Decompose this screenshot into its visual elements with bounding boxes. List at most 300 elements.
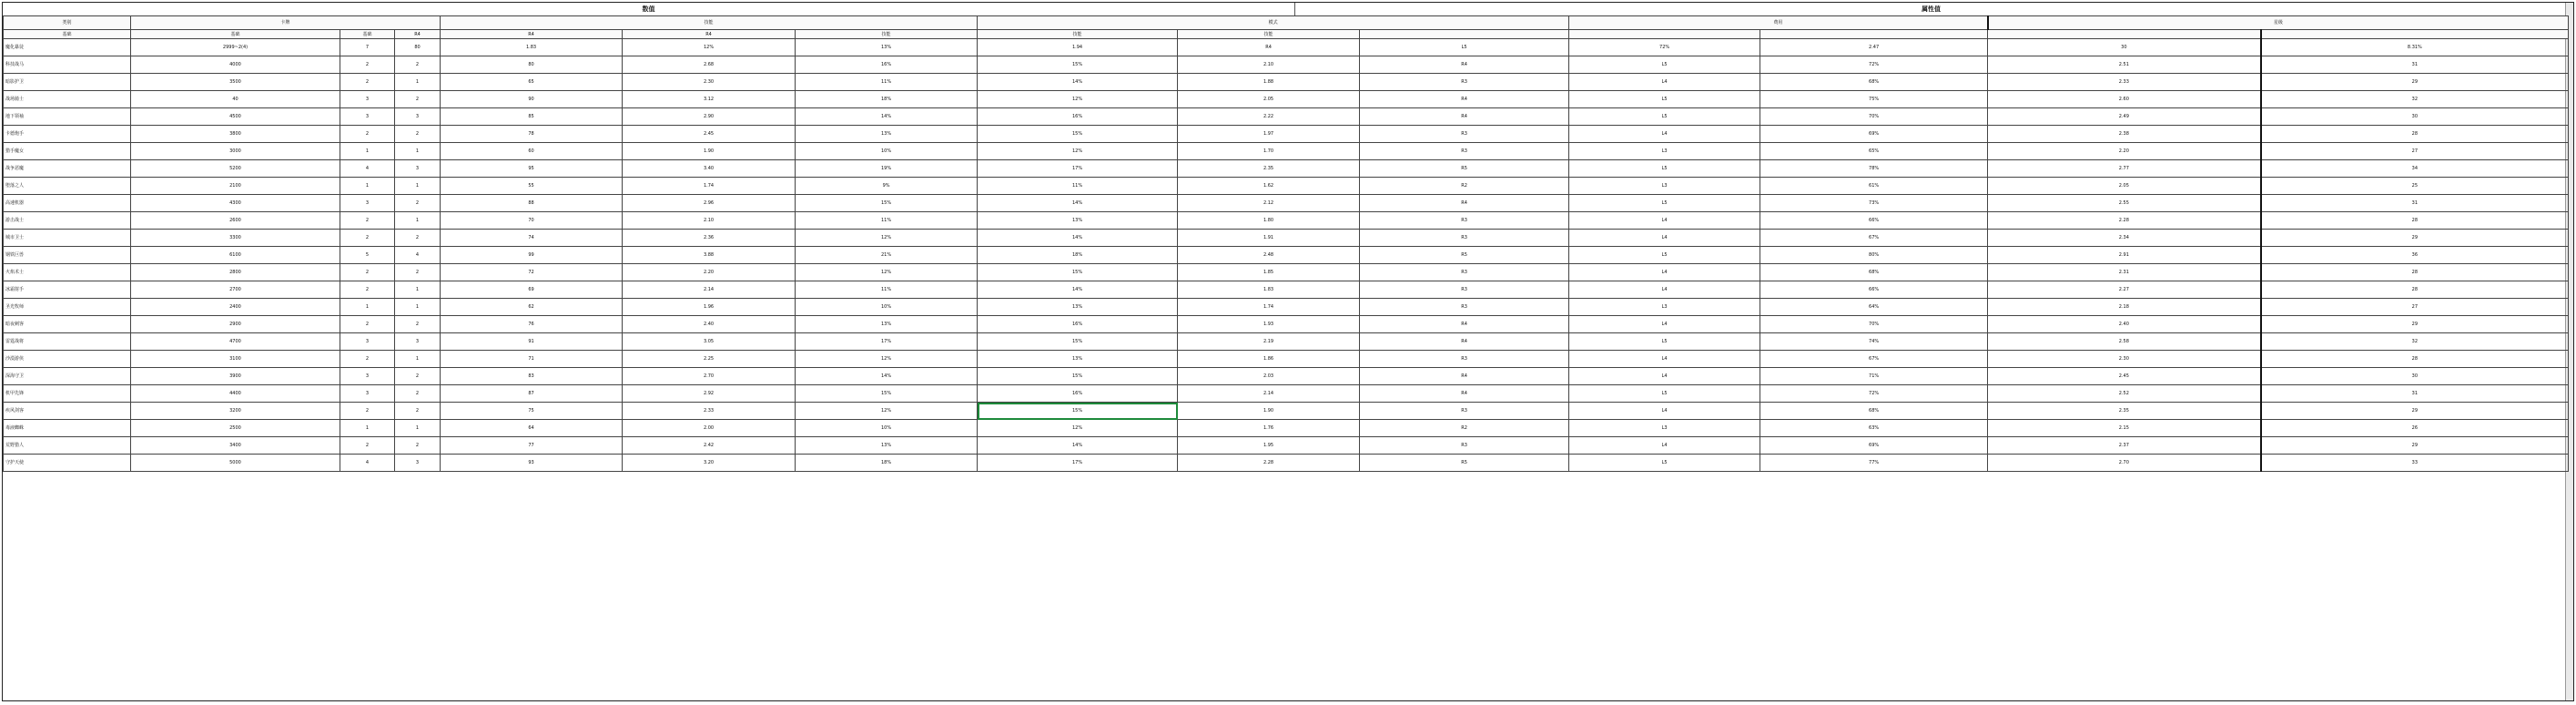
table-cell[interactable]: 2.33: [623, 403, 796, 420]
table-cell[interactable]: 33: [2261, 455, 2569, 472]
table-cell[interactable]: 19%: [796, 160, 978, 178]
table-cell[interactable]: 2900: [131, 316, 340, 333]
table-cell[interactable]: 15%: [978, 368, 1178, 385]
table-cell[interactable]: 16%: [796, 56, 978, 74]
table-cell[interactable]: 1.97: [1178, 126, 1360, 143]
table-cell[interactable]: 6100: [131, 247, 340, 264]
table-cell[interactable]: 74: [441, 230, 623, 247]
table-cell[interactable]: 78: [441, 126, 623, 143]
table-cell[interactable]: L5: [1569, 455, 1760, 472]
table-cell[interactable]: 99: [441, 247, 623, 264]
table-cell[interactable]: 26: [2261, 420, 2569, 437]
table-cell[interactable]: 90: [441, 91, 623, 108]
table-cell[interactable]: 3800: [131, 126, 340, 143]
table-cell[interactable]: 3.20: [623, 455, 796, 472]
table-cell[interactable]: L4: [1569, 316, 1760, 333]
table-cell[interactable]: 69%: [1760, 437, 1988, 455]
table-cell[interactable]: L5: [1569, 91, 1760, 108]
table-cell[interactable]: 14%: [796, 368, 978, 385]
table-cell[interactable]: 2.20: [1988, 143, 2261, 160]
table-cell[interactable]: 1.83: [1178, 281, 1360, 299]
table-cell[interactable]: 78%: [1760, 160, 1988, 178]
table-cell[interactable]: 2.40: [1988, 316, 2261, 333]
table-cell[interactable]: 2.14: [1178, 385, 1360, 403]
table-cell[interactable]: L4: [1569, 437, 1760, 455]
table-cell[interactable]: 2.19: [1178, 333, 1360, 351]
table-cell[interactable]: 2.31: [1988, 264, 2261, 281]
table-cell[interactable]: 75: [441, 403, 623, 420]
table-cell[interactable]: 67%: [1760, 230, 1988, 247]
table-cell[interactable]: 3100: [131, 351, 340, 368]
table-cell[interactable]: R3: [1360, 126, 1569, 143]
table-cell[interactable]: 13%: [796, 126, 978, 143]
table-cell[interactable]: 2.90: [623, 108, 796, 126]
table-cell[interactable]: 72%: [1760, 56, 1988, 74]
table-cell[interactable]: 3.05: [623, 333, 796, 351]
table-cell[interactable]: 1.96: [623, 299, 796, 316]
table-cell[interactable]: 88: [441, 195, 623, 212]
table-cell[interactable]: 13%: [978, 351, 1178, 368]
table-cell[interactable]: 1.91: [1178, 230, 1360, 247]
table-cell[interactable]: 3: [395, 108, 441, 126]
table-cell[interactable]: 64%: [1760, 299, 1988, 316]
table-cell[interactable]: 14%: [978, 230, 1178, 247]
table-cell[interactable]: R2: [1360, 178, 1569, 195]
table-cell[interactable]: 14%: [978, 437, 1178, 455]
table-cell[interactable]: 65%: [1760, 143, 1988, 160]
table-cell[interactable]: 2.05: [1988, 178, 2261, 195]
table-cell[interactable]: 18%: [796, 455, 978, 472]
table-cell[interactable]: R3: [1360, 74, 1569, 91]
table-cell[interactable]: 1.90: [1178, 403, 1360, 420]
row-name-cell[interactable]: 雷霆战将: [4, 333, 131, 351]
table-cell[interactable]: 2800: [131, 264, 340, 281]
table-cell[interactable]: 14%: [978, 74, 1178, 91]
table-cell[interactable]: L4: [1569, 281, 1760, 299]
table-cell[interactable]: 60: [441, 143, 623, 160]
table-cell[interactable]: R4: [1360, 91, 1569, 108]
table-cell[interactable]: R3: [1360, 212, 1569, 230]
table-cell[interactable]: 91: [441, 333, 623, 351]
table-cell[interactable]: 73%: [1760, 195, 1988, 212]
table-cell[interactable]: 16%: [978, 108, 1178, 126]
table-cell[interactable]: 1.94: [978, 39, 1178, 56]
table-cell[interactable]: 2400: [131, 299, 340, 316]
table-cell[interactable]: 2: [340, 56, 395, 74]
table-cell[interactable]: 3: [340, 108, 395, 126]
table-cell[interactable]: 11%: [796, 212, 978, 230]
table-cell[interactable]: 31: [2261, 385, 2569, 403]
table-cell[interactable]: 14%: [978, 281, 1178, 299]
table-cell[interactable]: L5: [1569, 247, 1760, 264]
table-cell[interactable]: 1: [340, 143, 395, 160]
table-cell[interactable]: 3: [395, 333, 441, 351]
row-name-cell[interactable]: 毒液蜘蛛: [4, 420, 131, 437]
table-cell[interactable]: 17%: [796, 333, 978, 351]
table-cell[interactable]: 34: [2261, 160, 2569, 178]
row-name-cell[interactable]: 游击战士: [4, 212, 131, 230]
table-cell[interactable]: 2.30: [623, 74, 796, 91]
table-cell[interactable]: 18%: [978, 247, 1178, 264]
table-cell[interactable]: 80: [441, 56, 623, 74]
table-cell[interactable]: L4: [1569, 264, 1760, 281]
table-cell[interactable]: 2100: [131, 178, 340, 195]
table-cell[interactable]: L4: [1569, 126, 1760, 143]
table-cell[interactable]: 2.37: [1988, 437, 2261, 455]
table-cell[interactable]: 2: [340, 126, 395, 143]
table-cell[interactable]: 2: [395, 195, 441, 212]
table-cell[interactable]: 2: [395, 403, 441, 420]
table-cell[interactable]: 2.36: [623, 230, 796, 247]
table-cell[interactable]: 4700: [131, 333, 340, 351]
table-cell[interactable]: L5: [1569, 195, 1760, 212]
table-cell[interactable]: 75%: [1760, 91, 1988, 108]
table-cell[interactable]: 95: [441, 160, 623, 178]
row-name-cell[interactable]: 高速机器: [4, 195, 131, 212]
table-cell[interactable]: 17%: [978, 160, 1178, 178]
table-cell[interactable]: 2.48: [1178, 247, 1360, 264]
table-cell[interactable]: 2.58: [1988, 333, 2261, 351]
table-cell[interactable]: 4: [340, 455, 395, 472]
table-cell[interactable]: L4: [1569, 74, 1760, 91]
table-cell[interactable]: 62: [441, 299, 623, 316]
table-cell[interactable]: 2.52: [1988, 385, 2261, 403]
table-cell[interactable]: 13%: [978, 212, 1178, 230]
table-cell[interactable]: R3: [1360, 351, 1569, 368]
table-cell[interactable]: 2999~2(4): [131, 39, 340, 56]
table-cell[interactable]: 12%: [796, 403, 978, 420]
table-cell[interactable]: 2.10: [623, 212, 796, 230]
table-cell[interactable]: 1.93: [1178, 316, 1360, 333]
table-cell[interactable]: 15%: [978, 333, 1178, 351]
table-cell[interactable]: 12%: [623, 39, 796, 56]
table-cell[interactable]: 1.62: [1178, 178, 1360, 195]
table-cell[interactable]: 1.80: [1178, 212, 1360, 230]
table-cell[interactable]: R4: [1360, 368, 1569, 385]
table-cell[interactable]: 13%: [978, 299, 1178, 316]
table-cell[interactable]: 17%: [978, 455, 1178, 472]
table-cell[interactable]: 30: [2261, 108, 2569, 126]
table-cell[interactable]: 2.03: [1178, 368, 1360, 385]
table-cell[interactable]: 15%: [978, 403, 1178, 420]
table-cell[interactable]: 2.51: [1988, 56, 2261, 74]
table-cell[interactable]: 2: [340, 316, 395, 333]
row-name-cell[interactable]: 守护天使: [4, 455, 131, 472]
table-cell[interactable]: 55: [441, 178, 623, 195]
table-cell[interactable]: 2: [340, 74, 395, 91]
table-cell[interactable]: 31: [2261, 195, 2569, 212]
table-cell[interactable]: R2: [1360, 420, 1569, 437]
table-cell[interactable]: 3900: [131, 368, 340, 385]
row-name-cell[interactable]: 魔化暴徒: [4, 39, 131, 56]
table-cell[interactable]: 1: [340, 299, 395, 316]
table-cell[interactable]: R4: [1360, 108, 1569, 126]
table-cell[interactable]: 1: [395, 420, 441, 437]
table-cell[interactable]: 31: [2261, 56, 2569, 74]
table-cell[interactable]: L5: [1569, 56, 1760, 74]
table-cell[interactable]: 3400: [131, 437, 340, 455]
table-cell[interactable]: R3: [1360, 264, 1569, 281]
table-cell[interactable]: 1.88: [1178, 74, 1360, 91]
table-cell[interactable]: L4: [1569, 230, 1760, 247]
table-cell[interactable]: 2: [395, 368, 441, 385]
table-cell[interactable]: 10%: [796, 143, 978, 160]
table-cell[interactable]: R3: [1360, 143, 1569, 160]
table-cell[interactable]: 2.42: [623, 437, 796, 455]
table-cell[interactable]: 7: [340, 39, 395, 56]
table-cell[interactable]: 68%: [1760, 264, 1988, 281]
row-name-cell[interactable]: 疾风剑客: [4, 403, 131, 420]
row-name-cell[interactable]: 圣光牧师: [4, 299, 131, 316]
table-cell[interactable]: 2600: [131, 212, 340, 230]
table-cell[interactable]: 2.05: [1178, 91, 1360, 108]
row-name-cell[interactable]: 战场骑士: [4, 91, 131, 108]
table-cell[interactable]: 16%: [978, 316, 1178, 333]
table-cell[interactable]: 2: [395, 385, 441, 403]
table-cell[interactable]: 29: [2261, 437, 2569, 455]
table-cell[interactable]: 40: [131, 91, 340, 108]
table-cell[interactable]: 3: [395, 455, 441, 472]
table-cell[interactable]: R3: [1360, 403, 1569, 420]
table-cell[interactable]: 61%: [1760, 178, 1988, 195]
table-cell[interactable]: 2.30: [1988, 351, 2261, 368]
table-cell[interactable]: 1: [395, 351, 441, 368]
table-cell[interactable]: 2: [395, 126, 441, 143]
table-cell[interactable]: 2.38: [1988, 126, 2261, 143]
table-cell[interactable]: 12%: [978, 420, 1178, 437]
table-cell[interactable]: 2.35: [1178, 160, 1360, 178]
table-cell[interactable]: 1.74: [623, 178, 796, 195]
table-cell[interactable]: 1: [395, 74, 441, 91]
table-cell[interactable]: 3500: [131, 74, 340, 91]
table-cell[interactable]: 66%: [1760, 212, 1988, 230]
table-cell[interactable]: R3: [1360, 437, 1569, 455]
table-cell[interactable]: 3.12: [623, 91, 796, 108]
table-cell[interactable]: L3: [1569, 420, 1760, 437]
table-cell[interactable]: 1: [395, 143, 441, 160]
table-cell[interactable]: 28: [2261, 351, 2569, 368]
table-cell[interactable]: R3: [1360, 230, 1569, 247]
table-cell[interactable]: 12%: [796, 230, 978, 247]
table-cell[interactable]: 28: [2261, 126, 2569, 143]
table-cell[interactable]: 5000: [131, 455, 340, 472]
table-cell[interactable]: 29: [2261, 403, 2569, 420]
table-cell[interactable]: 80: [395, 39, 441, 56]
table-cell[interactable]: R4: [1360, 316, 1569, 333]
table-cell[interactable]: 2.68: [623, 56, 796, 74]
table-cell[interactable]: 2.35: [1988, 403, 2261, 420]
table-cell[interactable]: 28: [2261, 212, 2569, 230]
table-cell[interactable]: 70%: [1760, 316, 1988, 333]
table-cell[interactable]: R3: [1360, 281, 1569, 299]
table-cell[interactable]: 87: [441, 385, 623, 403]
table-cell[interactable]: 15%: [796, 385, 978, 403]
table-cell[interactable]: 1: [395, 212, 441, 230]
table-cell[interactable]: 12%: [796, 264, 978, 281]
row-name-cell[interactable]: 堕落之人: [4, 178, 131, 195]
table-cell[interactable]: 2.77: [1988, 160, 2261, 178]
row-name-cell[interactable]: 城市卫士: [4, 230, 131, 247]
table-cell[interactable]: 71%: [1760, 368, 1988, 385]
table-cell[interactable]: 15%: [978, 126, 1178, 143]
table-cell[interactable]: 3: [340, 368, 395, 385]
table-cell[interactable]: 21%: [796, 247, 978, 264]
table-cell[interactable]: 3300: [131, 230, 340, 247]
table-cell[interactable]: 4500: [131, 108, 340, 126]
table-cell[interactable]: 28: [2261, 264, 2569, 281]
table-cell[interactable]: 1.90: [623, 143, 796, 160]
table-cell[interactable]: 1: [340, 178, 395, 195]
table-cell[interactable]: 10%: [796, 299, 978, 316]
table-cell[interactable]: 11%: [796, 74, 978, 91]
table-cell[interactable]: 66%: [1760, 281, 1988, 299]
table-cell[interactable]: 8.31%: [2261, 39, 2569, 56]
table-cell[interactable]: 30: [2261, 368, 2569, 385]
table-cell[interactable]: 29: [2261, 316, 2569, 333]
row-name-cell[interactable]: 地下领袖: [4, 108, 131, 126]
table-cell[interactable]: 2.45: [623, 126, 796, 143]
table-cell[interactable]: 4300: [131, 195, 340, 212]
table-cell[interactable]: 68%: [1760, 403, 1988, 420]
table-cell[interactable]: 1.95: [1178, 437, 1360, 455]
table-cell[interactable]: 2.28: [1178, 455, 1360, 472]
table-cell[interactable]: R4: [1360, 385, 1569, 403]
table-cell[interactable]: 2.00: [623, 420, 796, 437]
table-cell[interactable]: 2.47: [1760, 39, 1988, 56]
table-cell[interactable]: 3: [340, 333, 395, 351]
table-cell[interactable]: 29: [2261, 74, 2569, 91]
table-cell[interactable]: 77: [441, 437, 623, 455]
table-cell[interactable]: 3.88: [623, 247, 796, 264]
table-cell[interactable]: 29: [2261, 230, 2569, 247]
row-name-cell[interactable]: 深海守卫: [4, 368, 131, 385]
table-cell[interactable]: L5: [1569, 385, 1760, 403]
table-cell[interactable]: 4: [395, 247, 441, 264]
table-cell[interactable]: 69: [441, 281, 623, 299]
table-cell[interactable]: 77%: [1760, 455, 1988, 472]
table-cell[interactable]: R5: [1360, 247, 1569, 264]
table-cell[interactable]: 2.12: [1178, 195, 1360, 212]
table-cell[interactable]: 3: [340, 195, 395, 212]
table-cell[interactable]: 5: [340, 247, 395, 264]
table-cell[interactable]: 2700: [131, 281, 340, 299]
table-cell[interactable]: R4: [1360, 195, 1569, 212]
table-cell[interactable]: 2500: [131, 420, 340, 437]
table-cell[interactable]: 72: [441, 264, 623, 281]
table-cell[interactable]: 3.40: [623, 160, 796, 178]
table-cell[interactable]: 13%: [796, 39, 978, 56]
row-name-cell[interactable]: 科技战马: [4, 56, 131, 74]
table-cell[interactable]: 2.27: [1988, 281, 2261, 299]
table-cell[interactable]: 2.34: [1988, 230, 2261, 247]
table-cell[interactable]: 2.92: [623, 385, 796, 403]
row-name-cell[interactable]: 火焰术士: [4, 264, 131, 281]
row-name-cell[interactable]: 暗夜刺客: [4, 316, 131, 333]
table-cell[interactable]: 2: [340, 264, 395, 281]
table-cell[interactable]: 3: [395, 160, 441, 178]
table-cell[interactable]: 9%: [796, 178, 978, 195]
table-cell[interactable]: 80%: [1760, 247, 1988, 264]
row-name-cell[interactable]: 机甲先锋: [4, 385, 131, 403]
table-cell[interactable]: 2: [340, 403, 395, 420]
table-cell[interactable]: L5: [1569, 333, 1760, 351]
table-cell[interactable]: L3: [1569, 299, 1760, 316]
table-cell[interactable]: 27: [2261, 143, 2569, 160]
row-name-cell[interactable]: 暗影护卫: [4, 74, 131, 91]
table-cell[interactable]: 1.74: [1178, 299, 1360, 316]
table-cell[interactable]: 2: [395, 437, 441, 455]
table-cell[interactable]: 18%: [796, 91, 978, 108]
table-cell[interactable]: 2.15: [1988, 420, 2261, 437]
table-cell[interactable]: 10%: [796, 420, 978, 437]
table-cell[interactable]: R3: [1360, 299, 1569, 316]
table-cell[interactable]: 15%: [978, 56, 1178, 74]
table-cell[interactable]: 4400: [131, 385, 340, 403]
row-name-cell[interactable]: 荒野猎人: [4, 437, 131, 455]
table-cell[interactable]: 2.40: [623, 316, 796, 333]
table-cell[interactable]: 2.91: [1988, 247, 2261, 264]
table-cell[interactable]: 2.70: [623, 368, 796, 385]
table-cell[interactable]: 32: [2261, 333, 2569, 351]
table-cell[interactable]: 65: [441, 74, 623, 91]
table-cell[interactable]: 72%: [1569, 39, 1760, 56]
table-cell[interactable]: 63%: [1760, 420, 1988, 437]
table-cell[interactable]: L4: [1569, 403, 1760, 420]
table-cell[interactable]: 2.25: [623, 351, 796, 368]
table-cell[interactable]: 2: [340, 437, 395, 455]
table-cell[interactable]: 2.55: [1988, 195, 2261, 212]
table-cell[interactable]: 1.70: [1178, 143, 1360, 160]
table-cell[interactable]: 2: [395, 264, 441, 281]
table-cell[interactable]: 2.45: [1988, 368, 2261, 385]
table-cell[interactable]: 67%: [1760, 351, 1988, 368]
table-cell[interactable]: 28: [2261, 281, 2569, 299]
table-cell[interactable]: R4: [1360, 333, 1569, 351]
table-cell[interactable]: 16%: [978, 385, 1178, 403]
table-cell[interactable]: L4: [1569, 368, 1760, 385]
table-cell[interactable]: 2: [395, 230, 441, 247]
table-cell[interactable]: 2.28: [1988, 212, 2261, 230]
table-cell[interactable]: 2: [340, 212, 395, 230]
table-cell[interactable]: 11%: [796, 281, 978, 299]
row-name-cell[interactable]: 沙漠游侠: [4, 351, 131, 368]
table-cell[interactable]: 11%: [978, 178, 1178, 195]
table-cell[interactable]: 2.49: [1988, 108, 2261, 126]
table-cell[interactable]: 5200: [131, 160, 340, 178]
table-cell[interactable]: R5: [1360, 455, 1569, 472]
table-cell[interactable]: 2.14: [623, 281, 796, 299]
table-cell[interactable]: R4: [1178, 39, 1360, 56]
table-cell[interactable]: 2: [395, 316, 441, 333]
table-cell[interactable]: 2.33: [1988, 74, 2261, 91]
table-cell[interactable]: 1: [395, 178, 441, 195]
table-cell[interactable]: 70: [441, 212, 623, 230]
table-cell[interactable]: 85: [441, 108, 623, 126]
table-cell[interactable]: 4: [340, 160, 395, 178]
table-cell[interactable]: 2.70: [1988, 455, 2261, 472]
table-cell[interactable]: 14%: [978, 195, 1178, 212]
table-cell[interactable]: 30: [1988, 39, 2261, 56]
table-cell[interactable]: 3000: [131, 143, 340, 160]
table-cell[interactable]: 2: [395, 56, 441, 74]
table-cell[interactable]: 2: [340, 230, 395, 247]
table-cell[interactable]: L5: [1569, 108, 1760, 126]
table-cell[interactable]: 68%: [1760, 74, 1988, 91]
table-cell[interactable]: 15%: [796, 195, 978, 212]
table-cell[interactable]: 1.76: [1178, 420, 1360, 437]
table-cell[interactable]: L3: [1569, 143, 1760, 160]
table-cell[interactable]: 93: [441, 455, 623, 472]
